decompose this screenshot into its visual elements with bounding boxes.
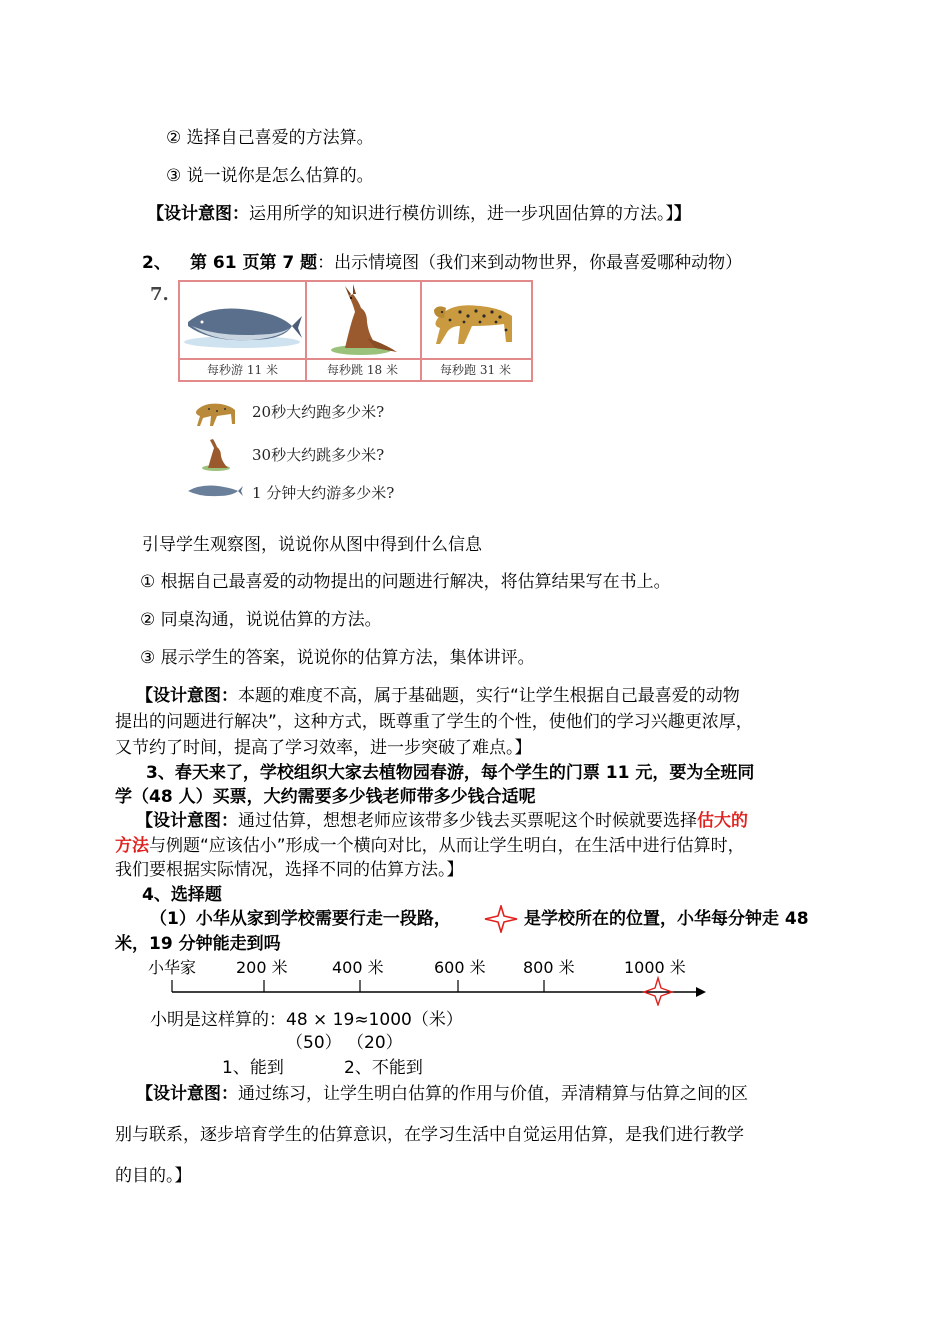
design-intent-2-line-2: 提出的问题进行解决”，这种方式，既尊重了学生的个性，使他们的学习兴趣更浓厚， <box>115 712 753 732</box>
design-intent-3-line-1: 【设计意图：通过估算，想想老师应该带多少钱去买票呢这个时候就要选择估大的 <box>136 811 748 831</box>
section-2-head: 第 61 页第 7 题 <box>190 253 318 273</box>
cheetah-icon <box>420 282 531 360</box>
design-intent-2-line-3: 又节约了时间，提高了学习效率，进一步突破了难点。】 <box>115 738 532 758</box>
small-whale-icon <box>186 480 244 502</box>
design-intent-text: 运用所学的知识进行模仿训练，进一步巩固估算的方法。】 <box>249 204 674 224</box>
small-cheetah-icon <box>193 398 239 428</box>
calculation-line: 小明是这样算的：48 × 19≈1000（米） <box>150 1010 463 1030</box>
design-intent-4-label: 【设计意图： <box>136 1084 238 1104</box>
section-3-line-2: 学（48 人）买票，大约需要多少钱老师带多少钱合适呢 <box>115 787 536 807</box>
label-1000: 1000 米 <box>624 958 686 977</box>
design-intent-3-line-3: 我们要根据实际情况，选择不同的估算方法。】 <box>115 860 464 880</box>
label-home: 小华家 <box>148 958 197 977</box>
label-600: 600 米 <box>434 958 486 977</box>
exercise-number: 7. <box>150 284 169 305</box>
kangaroo-cell <box>305 282 422 380</box>
school-star-icon <box>484 905 518 933</box>
question-kangaroo: 30秒大约跳多少米? <box>252 446 385 464</box>
design-intent-4-line-2: 别与联系，逐步培育学生的估算意识，在学习生活中自觉运用估算，是我们进行教学 <box>115 1125 744 1145</box>
guide-text: 引导学生观察图，说说你从图中得到什么信息 <box>142 535 482 555</box>
design-intent-3-line-2: 方法与例题“应该估小”形成一个横向对比，从而让学生明白，在生活中进行估算时， <box>115 836 745 856</box>
design-intent-1: 【设计意图：运用所学的知识进行模仿训练，进一步巩固估算的方法。】】 <box>147 204 691 224</box>
design-intent-4-line-1: 【设计意图：通过练习，让学生明白估算的作用与价值，弄清精算与估算之间的区 <box>136 1084 748 1104</box>
small-kangaroo-icon <box>200 436 232 472</box>
section-2-number: 2、 <box>142 253 171 273</box>
label-200: 200 米 <box>236 958 288 977</box>
number-line-arrow <box>696 987 706 997</box>
highlight-estimate-up: 估大的 <box>697 811 748 831</box>
animal-illustration <box>178 280 533 382</box>
label-400: 400 米 <box>332 958 384 977</box>
question-1-part-a: （1）小华从家到学校需要行走一段路， <box>150 909 451 929</box>
number-line <box>160 972 710 1006</box>
design-intent-3-label: 【设计意图： <box>136 811 238 831</box>
label-800: 800 米 <box>523 958 575 977</box>
whale-icon <box>180 282 303 360</box>
cheetah-cell <box>420 282 531 380</box>
design-intent-2-line-1: 【设计意图：本题的难度不高，属于基础题，实行“让学生根据自己最喜爱的动物 <box>136 686 740 706</box>
cheetah-caption: 每秒跑 31 米 <box>420 358 531 380</box>
design-intent-label: 【设计意图： <box>147 204 249 224</box>
highlight-method: 方法 <box>115 836 149 856</box>
section-4-title: 4、选择题 <box>142 885 222 905</box>
question-cheetah: 20秒大约跑多少米? <box>252 403 385 421</box>
guide-step-1: ① 根据自己最喜爱的动物提出的问题进行解决，将估算结果写在书上。 <box>140 572 671 592</box>
section-2-body: ：出示情境图（我们来到动物世界，你最喜爱哪种动物） <box>317 253 743 273</box>
section-2-title <box>190 252 742 274</box>
option-2: 2、不能到 <box>344 1058 423 1078</box>
step-2-text: ② 选择自己喜爱的方法算。 <box>166 128 374 148</box>
question-1-part-b: 是学校所在的位置，小华每分钟走 48 <box>524 909 809 929</box>
kangaroo-caption: 每秒跳 18 米 <box>305 358 420 380</box>
rounded-values: （50） （20） <box>286 1033 403 1053</box>
whale-cell <box>180 282 307 380</box>
question-whale: 1 分钟大约游多少米? <box>252 484 395 502</box>
section-3-line-1: 3、春天来了，学校组织大家去植物园春游，每个学生的门票 11 元，要为全班同 <box>146 763 755 783</box>
step-3-text: ③ 说一说你是怎么估算的。 <box>166 166 374 186</box>
kangaroo-icon <box>305 282 418 360</box>
guide-step-2: ② 同桌沟通，说说估算的方法。 <box>140 610 382 630</box>
guide-step-3: ③ 展示学生的答案，说说你的估算方法，集体讲评。 <box>140 648 535 668</box>
design-intent-4-line-3: 的目的。】 <box>115 1166 192 1186</box>
question-1-part-c: 米，19 分钟能走到吗 <box>115 934 281 954</box>
design-intent-2-label: 【设计意图： <box>136 686 238 706</box>
option-1: 1、能到 <box>222 1058 284 1078</box>
whale-caption: 每秒游 11 米 <box>180 358 305 380</box>
